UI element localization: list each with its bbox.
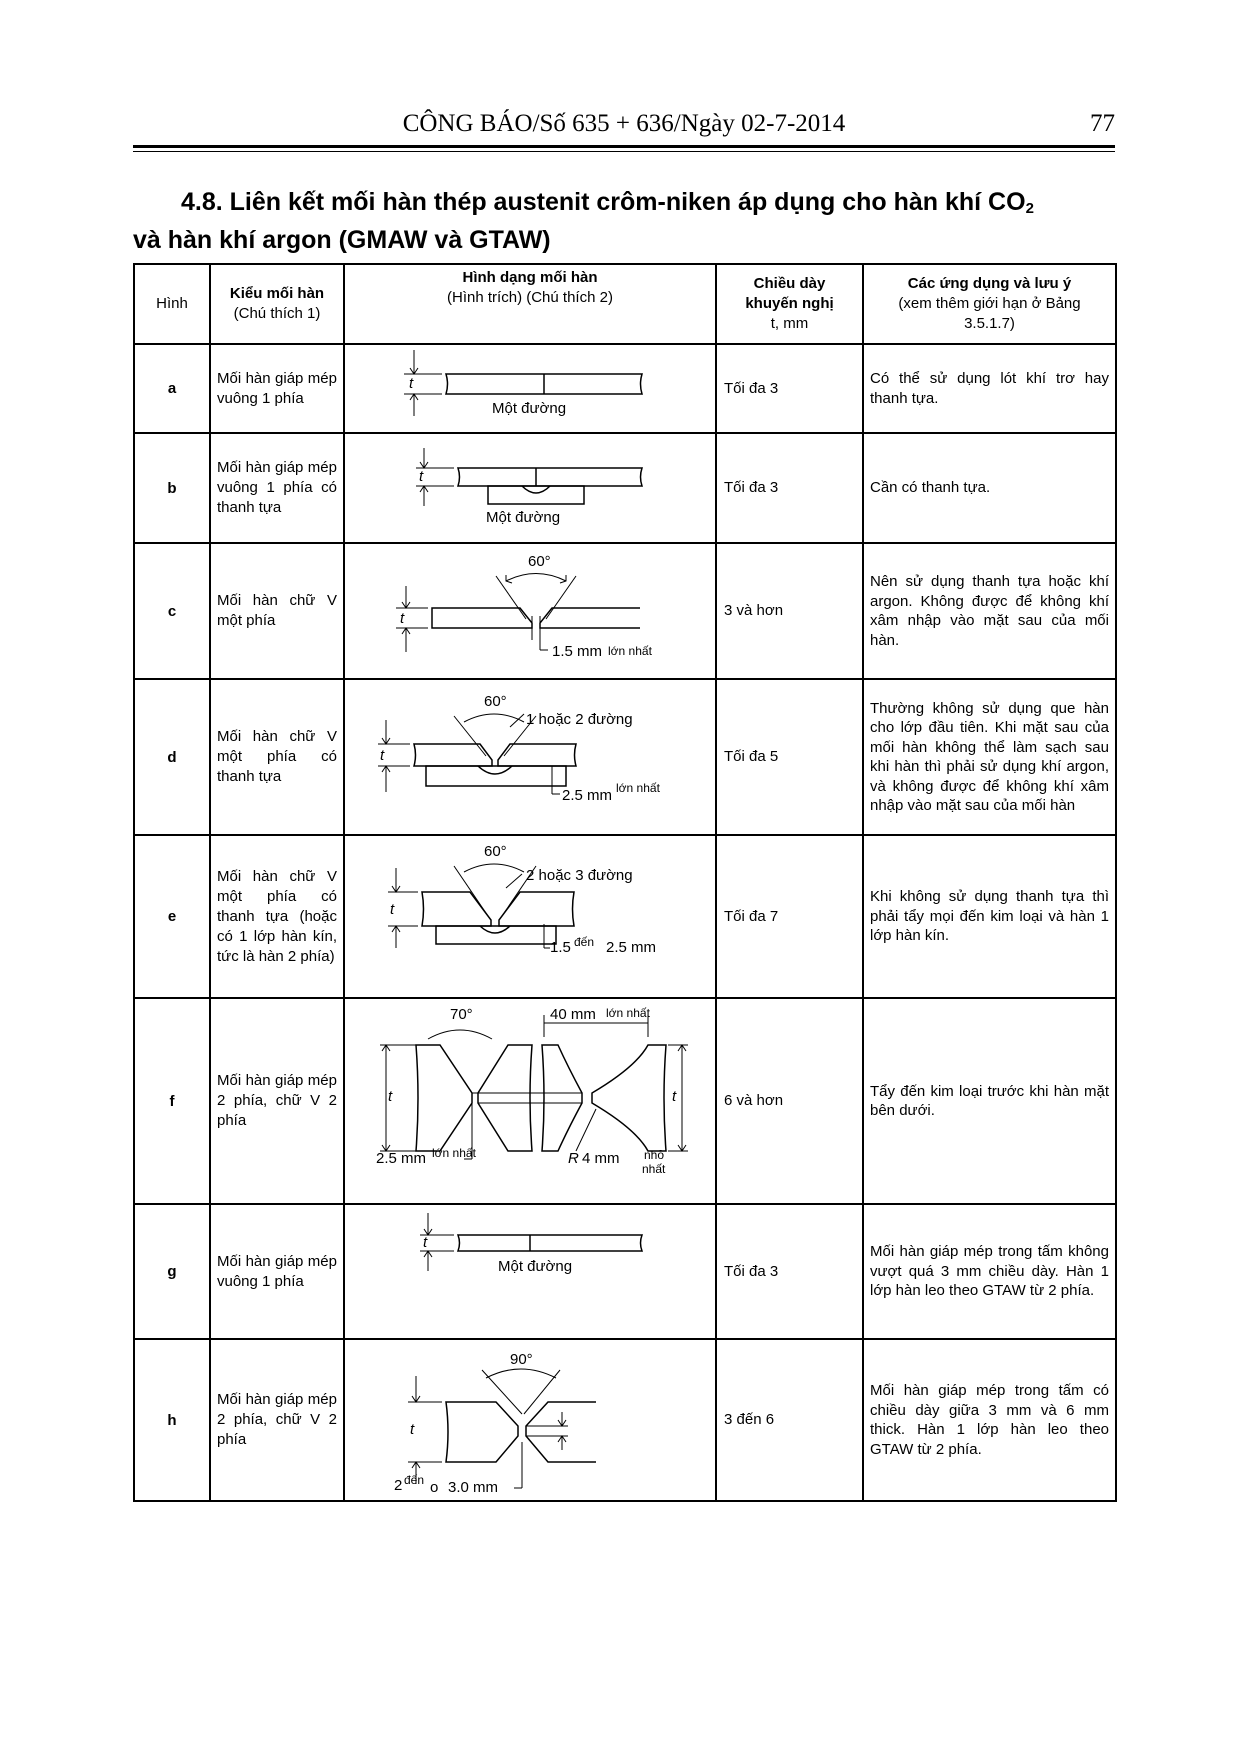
recommended-thickness: 6 và hơn xyxy=(716,998,863,1204)
joint-figure xyxy=(344,1339,716,1501)
joint-type: Mối hàn giáp mép 2 phía, chữ V 2 phía xyxy=(210,998,344,1204)
svg-text:t: t xyxy=(400,610,405,627)
figure-square-butt-with-backing xyxy=(346,436,714,541)
svg-text:Một đường: Một đường xyxy=(492,400,567,417)
application-note: Có thể sử dụng lót khí trơ hay thanh tựa. xyxy=(863,344,1116,433)
header-title: CÔNG BÁO/Số 635 + 636/Ngày 02-7-2014 xyxy=(402,110,846,137)
row-label: g xyxy=(134,1204,210,1339)
application-note: Nên sử dụng thanh tựa hoặc khí argon. Không được để không khí xâm nhập vào mặt sau của mối hàn. xyxy=(863,543,1116,679)
section-title xyxy=(133,183,1123,259)
page-header xyxy=(133,110,1115,146)
joint-type: Mối hàn chữ V một phía có thanh tựa xyxy=(210,679,344,835)
table-row xyxy=(134,344,1116,433)
svg-text:60°: 60° xyxy=(484,693,507,710)
svg-text:3.0 mm: 3.0 mm xyxy=(448,1479,499,1496)
table-row xyxy=(134,543,1116,679)
joint-figure xyxy=(344,998,716,1204)
weld-joint-table xyxy=(133,263,1117,1502)
svg-text:2.5 mm: 2.5 mm xyxy=(606,938,657,956)
table-row xyxy=(134,679,1116,835)
figure-single-v xyxy=(346,546,714,676)
svg-text:60°: 60° xyxy=(528,553,551,570)
svg-text:2.5 mm: 2.5 mm xyxy=(562,787,613,804)
recommended-thickness: Tối đa 5 xyxy=(716,679,863,835)
svg-text:t: t xyxy=(409,375,414,392)
svg-text:2 hoặc 3 đường: 2 hoặc 3 đường xyxy=(526,866,633,884)
header-kieu xyxy=(210,264,344,344)
header-note-title: Các ứng dụng và lưu ý xyxy=(907,275,1072,292)
recommended-thickness: Tối đa 7 xyxy=(716,835,863,998)
svg-text:t: t xyxy=(419,467,424,485)
header-day-unit: t, mm xyxy=(770,315,809,332)
joint-figure xyxy=(344,433,716,543)
svg-text:60°: 60° xyxy=(484,842,507,860)
svg-text:90°: 90° xyxy=(510,1351,533,1368)
header-hinhdang-title: Hình dạng mối hàn xyxy=(462,269,598,286)
row-label: a xyxy=(134,344,210,433)
table-row xyxy=(134,1339,1116,1501)
svg-text:lớn nhất: lớn nhất xyxy=(608,644,652,658)
header-kieu-note: (Chú thích 1) xyxy=(233,305,321,322)
figure-double-v xyxy=(346,1001,714,1201)
svg-text:R: R xyxy=(568,1150,579,1167)
joint-type: Mối hàn giáp mép vuông 1 phía xyxy=(210,1204,344,1339)
svg-text:1.5 mm: 1.5 mm xyxy=(552,643,603,660)
svg-text:40 mm: 40 mm xyxy=(550,1006,596,1023)
svg-text:1 hoặc 2 đường: 1 hoặc 2 đường xyxy=(526,711,633,728)
svg-text:2.5 mm: 2.5 mm xyxy=(376,1150,427,1167)
svg-text:đến: đến xyxy=(404,1473,425,1487)
joint-figure xyxy=(344,679,716,835)
joint-type: Mối hàn giáp mép vuông 1 phía có thanh tựa xyxy=(210,433,344,543)
joint-type: Mối hàn chữ V một phía xyxy=(210,543,344,679)
figure-double-v-thin-plate xyxy=(346,1342,714,1498)
header-note-line2: (xem thêm giới hạn ở Bảng xyxy=(898,295,1081,312)
table-row xyxy=(134,835,1116,998)
application-note: Khi không sử dụng thanh tựa thì phải tẩy mọi đến kim loại và hàn 1 lớp hàn kín. xyxy=(863,835,1116,998)
recommended-thickness: Tối đa 3 xyxy=(716,433,863,543)
row-label: e xyxy=(134,835,210,998)
svg-text:lớn nhất: lớn nhất xyxy=(432,1146,476,1160)
svg-text:t: t xyxy=(423,1233,428,1251)
svg-text:lớn nhất: lớn nhất xyxy=(606,1006,650,1020)
row-label: h xyxy=(134,1339,210,1501)
table-header-row xyxy=(134,264,1116,344)
svg-text:t: t xyxy=(388,1088,393,1105)
header-hinh: Hình xyxy=(134,264,210,344)
joint-figure xyxy=(344,835,716,998)
page-number: 77 xyxy=(1090,110,1115,137)
figure-single-v-with-backing xyxy=(346,682,714,832)
svg-text:Một đường: Một đường xyxy=(486,508,561,526)
recommended-thickness: 3 và hơn xyxy=(716,543,863,679)
application-note: Thường không sử dụng que hàn cho lớp đầu tiên. Khi mặt sau của mối hàn không thể làm sạch sau khi hàn thì phải sử dụng khí argon, và không được để không khí xâm nhập vào mặt sau của mối hàn xyxy=(863,679,1116,835)
svg-text:lớn nhất: lớn nhất xyxy=(616,781,660,795)
header-day-line2: khuyến nghị xyxy=(745,295,834,312)
recommended-thickness: Tối đa 3 xyxy=(716,344,863,433)
svg-text:nhỏ: nhỏ xyxy=(644,1148,665,1162)
joint-type: Mối hàn giáp mép vuông 1 phía xyxy=(210,344,344,433)
svg-text:đến: đến xyxy=(574,934,595,949)
section-title-line2: và hàn khí argon (GMAW và GTAW) xyxy=(133,226,551,254)
section-title-main: 4.8. Liên kết mối hàn thép austenit crôm-niken áp dụng cho hàn khí CO xyxy=(181,188,1026,216)
svg-text:o: o xyxy=(430,1479,439,1496)
recommended-thickness: Tối đa 3 xyxy=(716,1204,863,1339)
joint-figure xyxy=(344,344,716,433)
svg-text:2: 2 xyxy=(394,1477,403,1494)
table-row xyxy=(134,1204,1116,1339)
joint-figure xyxy=(344,1204,716,1339)
header-rule-thin xyxy=(133,151,1115,152)
joint-type: Mối hàn giáp mép 2 phía, chữ V 2 phía xyxy=(210,1339,344,1501)
row-label: c xyxy=(134,543,210,679)
header-kieu-title: Kiểu mối hàn xyxy=(229,285,325,302)
table-row xyxy=(134,433,1116,543)
header-hinhdang-note: (Hình trích) (Chú thích 2) xyxy=(447,289,613,306)
application-note: Mối hàn giáp mép trong tấm có chiều dày giữa 3 mm và 6 mm thick. Hàn 1 lớp hàn leo theo GTAW từ 2 phía. xyxy=(863,1339,1116,1501)
row-label: f xyxy=(134,998,210,1204)
figure-single-v-backing-or-seal xyxy=(346,838,714,996)
header-day xyxy=(716,264,863,344)
application-note: Cần có thanh tựa. xyxy=(863,433,1116,543)
application-note: Tẩy đến kim loại trước khi hàn mặt bên dưới. xyxy=(863,998,1116,1204)
header-rule xyxy=(133,145,1115,148)
svg-text:4 mm: 4 mm xyxy=(582,1150,620,1167)
application-note: Mối hàn giáp mép trong tấm không vượt quá 3 mm chiều dày. Hàn 1 lớp hàn leo theo GTAW từ 2 phía. xyxy=(863,1204,1116,1339)
svg-text:70°: 70° xyxy=(450,1006,473,1023)
joint-figure xyxy=(344,543,716,679)
header-hinhdang xyxy=(344,264,716,344)
header-note-line3: 3.5.1.7) xyxy=(964,315,1015,332)
svg-text:t: t xyxy=(380,747,385,764)
recommended-thickness: 3 đến 6 xyxy=(716,1339,863,1501)
figure-square-butt-one-side-gtaw xyxy=(346,1207,714,1337)
section-title-subscript: 2 xyxy=(1025,200,1034,217)
figure-square-butt-one-side xyxy=(346,346,714,431)
table-row xyxy=(134,998,1116,1204)
row-label: d xyxy=(134,679,210,835)
svg-text:1.5: 1.5 xyxy=(550,938,571,956)
joint-type: Mối hàn chữ V một phía có thanh tựa (hoặc có 1 lớp hàn kín, tức là hàn 2 phía) xyxy=(210,835,344,998)
svg-text:t: t xyxy=(672,1088,677,1105)
header-day-line1: Chiều dày xyxy=(753,275,826,292)
svg-text:nhất: nhất xyxy=(642,1162,666,1176)
svg-text:Một đường: Một đường xyxy=(498,1257,573,1275)
svg-text:t: t xyxy=(390,900,395,918)
svg-text:t: t xyxy=(410,1421,415,1438)
row-label: b xyxy=(134,433,210,543)
header-note xyxy=(863,264,1116,344)
